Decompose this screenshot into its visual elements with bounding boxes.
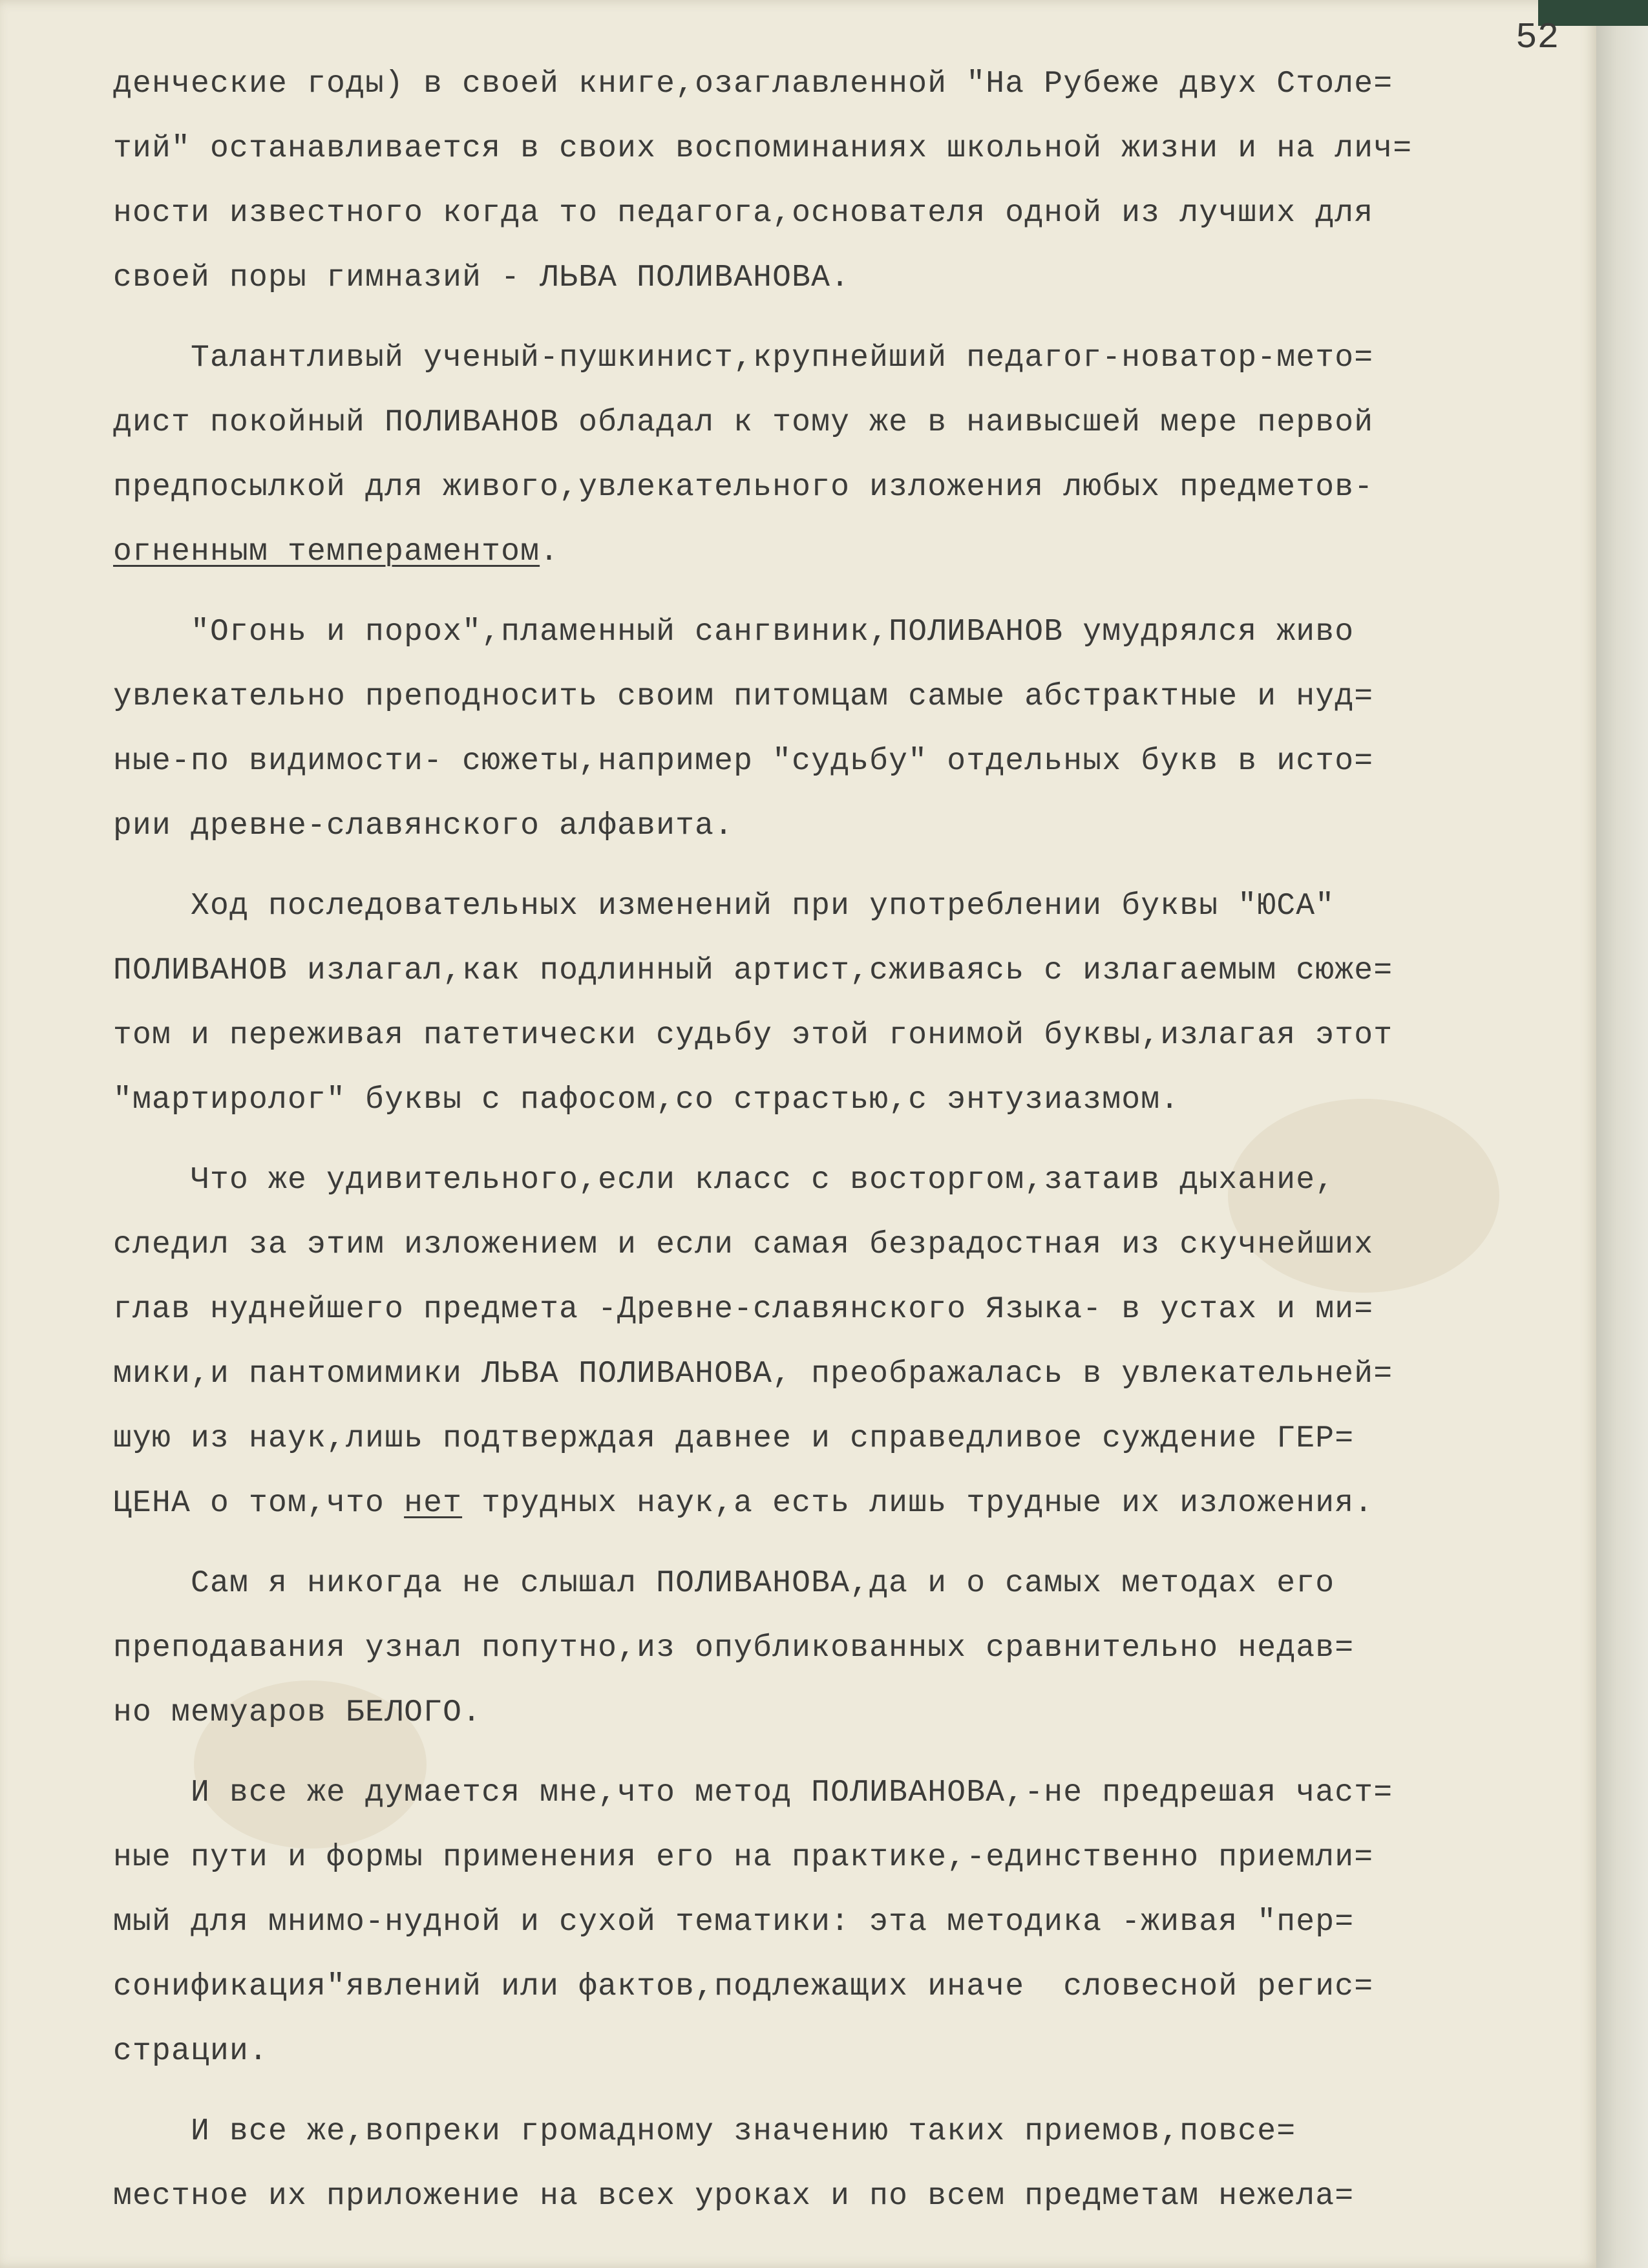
text-line: дист покойный ПОЛИВАНОВ обладал к тому же в наивысшей мере первой (113, 405, 1374, 440)
page-number: 52 (1516, 17, 1559, 58)
text-line: денческие годы) в своей книге,озаглавленной "На Рубеже двух Столе= (113, 67, 1393, 101)
text-line: том и переживая патетически судьбу этой гонимой буквы,излагая этот (113, 1018, 1393, 1053)
paragraph (113, 874, 1574, 1132)
text-line: предпосылкой для живого,увлекательного изложения любых предметов- (113, 470, 1374, 505)
text-line: но мемуаров БЕЛОГО. (113, 1695, 482, 1730)
text-line: ПОЛИВАНОВ излагал,как подлинный артист,сживаясь с излагаемым сюже= (113, 953, 1393, 988)
underlined-phrase: огненным темпераментом (113, 535, 540, 569)
paragraph (113, 1551, 1574, 1745)
text-line: следил за этим изложением и если самая безрадостная из скучнейших (113, 1227, 1374, 1262)
text-line: шую из наук,лишь подтверждая давнее и справедливое суждение ГЕР= (113, 1421, 1355, 1456)
text-fragment: ЦЕНА о том,что (113, 1486, 405, 1521)
text-line: рии древне-славянского алфавита. (113, 809, 734, 843)
paragraph (113, 326, 1574, 584)
text-line: мый для мнимо-нудной и сухой тематики: эта методика -живая "пер= (113, 1905, 1355, 1940)
text-line: глав нуднейшего предмета -Древне-славянского Языка- в устах и ми= (113, 1292, 1374, 1327)
paragraph (113, 2099, 1574, 2229)
text-line: ные-по видимости- сюжеты,например "судьбу" отдельных букв в исто= (113, 744, 1374, 779)
text-line: своей поры гимназий - ЛЬВА ПОЛИВАНОВА. (113, 260, 850, 295)
text-line: увлекательно преподносить своим питомцам самые абстрактные и нуд= (113, 679, 1374, 714)
text-fragment: трудных наук,а есть лишь трудные их изложения. (462, 1486, 1374, 1521)
text-line: ные пути и формы применения его на практике,-единственно приемли= (113, 1840, 1374, 1875)
text-line: Что же удивительного,если класс с восторгом,затаив дыхание, (113, 1163, 1335, 1198)
text-line: местное их приложение на всех уроках и по всем предметам нежела= (113, 2179, 1355, 2214)
text-line: сонификация"явлений или фактов,подлежащих иначе словесной регис= (113, 1969, 1374, 2004)
typewritten-text (113, 52, 1574, 2229)
text-line: преподавания узнал попутно,из опубликованных сравнительно недав= (113, 1631, 1355, 1666)
text-line (113, 1471, 1574, 1536)
text-line: "Огонь и порох",пламенный сангвиник,ПОЛИВАНОВ умудрялся живо (113, 615, 1355, 650)
text-fragment: . (540, 535, 560, 569)
paragraph (113, 1148, 1574, 1536)
text-line: "мартиролог" буквы с пафосом,со страстью,с энтузиазмом. (113, 1083, 1180, 1118)
page-edge (1596, 0, 1648, 2268)
paragraph (113, 52, 1574, 310)
text-line: Сам я никогда не слышал ПОЛИВАНОВА,да и о самых методах его (113, 1566, 1335, 1601)
text-line: Ход последовательных изменений при употреблении буквы "ЮСА" (113, 889, 1335, 924)
text-line: ности известного когда то педагога,основателя одной из лучших для (113, 196, 1374, 231)
underlined-word: нет (404, 1486, 463, 1521)
text-line: тий" останавливается в своих воспоминаниях школьной жизни и на лич= (113, 131, 1413, 166)
text-line: И все же думается мне,что метод ПОЛИВАНОВА,-не предрешая част= (113, 1775, 1393, 1810)
text-line: И все же,вопреки громадному значению таких приемов,повсе= (113, 2114, 1296, 2149)
paragraph (113, 600, 1574, 858)
text-line: мики,и пантомимики ЛЬВА ПОЛИВАНОВА, преображалась в увлекательней= (113, 1357, 1393, 1392)
text-line: Талантливый ученый-пушкинист,крупнейший педагог-новатор-мето= (113, 341, 1374, 376)
text-line: страции. (113, 2034, 269, 2069)
paragraph (113, 1761, 1574, 2084)
text-line (113, 520, 1574, 584)
